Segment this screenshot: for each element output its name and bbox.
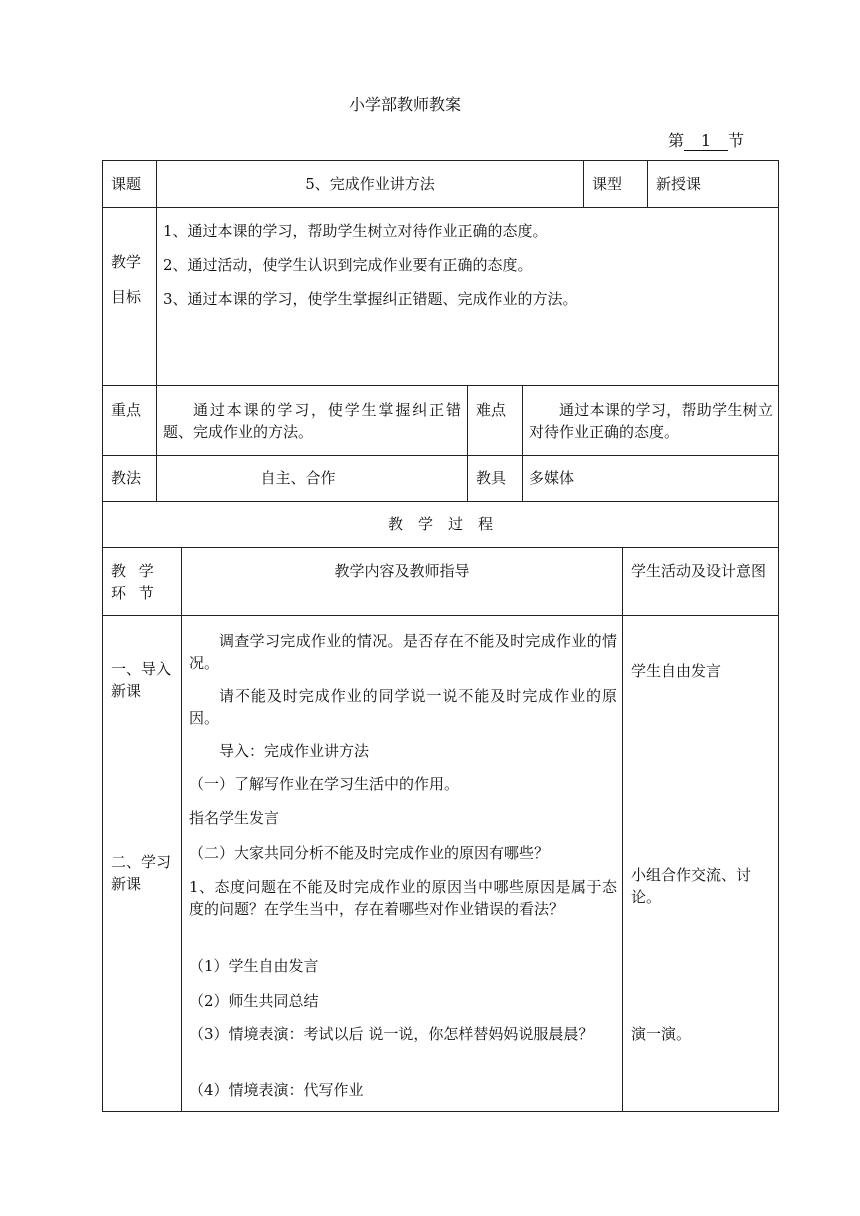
col-divider [522, 385, 523, 501]
content-paragraph: 调查学习完成作业的情况。是否存在不能及时完成作业的情况。 [189, 632, 617, 672]
process-heading: 教 学 过 程 [387, 515, 493, 533]
topic-label: 课题 [111, 175, 142, 193]
content-paragraph: 指名学生发言 [189, 809, 280, 827]
col-divider [156, 161, 157, 501]
topic-value: 5、完成作业讲方法 [305, 175, 435, 193]
section-suffix: 节 [728, 131, 745, 150]
content-paragraph: （1）学生自由发言 [189, 957, 319, 975]
method-value: 自主、合作 [260, 469, 336, 487]
goal-item: 3、通过本课的学习，使学生掌握纠正错题、完成作业的方法。 [163, 290, 578, 308]
difficulty-text: 通过本课的学习，帮助学生树立对待作业正确的态度。 [529, 401, 773, 441]
section-prefix: 第 [668, 131, 685, 150]
col-divider [181, 547, 182, 1111]
content-paragraph: （4）情境表演：代写作业 [189, 1081, 364, 1099]
document-title: 小学部教师教案 [348, 95, 461, 114]
goal-item: 1、通过本课的学习，帮助学生树立对待作业正确的态度。 [163, 222, 548, 240]
content-paragraph: （2）师生共同总结 [189, 992, 319, 1010]
row-divider [103, 385, 778, 386]
content-paragraph: （一）了解写作业在学习生活中的作用。 [189, 775, 460, 793]
section-number [668, 128, 744, 151]
activity-text: 演一演。 [631, 1025, 692, 1043]
goals-label-1: 教学 [111, 253, 142, 271]
tool-value: 多媒体 [529, 469, 575, 487]
activity-text: 小组合作交流、讨论。 [631, 866, 752, 906]
content-paragraph: 导入：完成作业讲方法 [219, 742, 370, 760]
col-divider [583, 161, 584, 207]
difficulty-label: 难点 [476, 401, 507, 419]
col-divider [647, 161, 648, 207]
activity-text: 学生自由发言 [631, 662, 722, 680]
goals-label-2: 目标 [111, 288, 142, 306]
col-divider [622, 547, 623, 1111]
goal-item: 2、通过活动，使学生认识到完成作业要有正确的态度。 [163, 256, 533, 274]
content-paragraph: 请不能及时完成作业的同学说一说不能及时完成作业的原因。 [189, 687, 617, 727]
col-divider [467, 385, 468, 501]
col-header-step: 教 学 环 节 [111, 562, 158, 602]
col-header-activity: 学生活动及设计意图 [631, 562, 767, 580]
row-divider [103, 501, 778, 502]
key-label: 重点 [111, 401, 142, 419]
type-value: 新授课 [656, 175, 702, 193]
content-paragraph: （二）大家共同分析不能及时完成作业的原因有哪些？ [189, 844, 550, 862]
tool-label: 教具 [476, 469, 507, 487]
row-divider [103, 547, 778, 548]
row-divider [103, 207, 778, 208]
method-label: 教法 [111, 469, 142, 487]
row-divider [103, 615, 778, 616]
content-paragraph: （3）情境表演：考试以后 说一说，你怎样替妈妈说服晨晨？ [189, 1025, 594, 1043]
step-learn: 二、学习新课 [111, 853, 172, 893]
content-paragraph: 1、态度问题在不能及时完成作业的原因当中哪些原因是属于态度的问题？在学生当中，存在着哪些对作业错误的看法？ [189, 878, 617, 918]
section-value: 1 [684, 132, 728, 151]
key-text: 通过本课的学习，使学生掌握纠正错题、完成作业的方法。 [163, 401, 461, 441]
lesson-plan-table [102, 160, 779, 1112]
row-divider [103, 455, 778, 456]
type-label: 课型 [592, 175, 623, 193]
step-intro: 一、导入新课 [111, 660, 172, 700]
col-header-content: 教学内容及教师指导 [334, 562, 470, 580]
